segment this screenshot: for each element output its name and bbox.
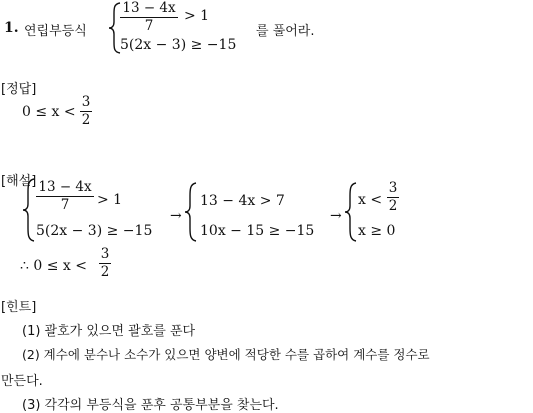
hint-item-3: (3) 각각의 부등식을 푼후 공통부분을 찾는다. <box>22 398 279 413</box>
step1-ineq2: 5(2x − 3) ≥ −15 <box>36 223 153 239</box>
step3-denominator: 2 <box>388 198 398 214</box>
explanation-heading: [해설] <box>1 174 37 189</box>
hint-item-2: (2) 계수에 분수나 소수가 있으면 양변에 적당한 수를 곱하여 계수를 정수로 <box>22 347 430 362</box>
arrow-icon: → <box>170 208 182 224</box>
problem-ineq1-fraction <box>120 1 178 34</box>
therefore-denominator: 2 <box>100 264 110 280</box>
problem-tail: 를 풀어라. <box>256 24 315 39</box>
problem-ineq2: 5(2x − 3) ≥ −15 <box>120 37 237 53</box>
step1-rhs: > 1 <box>97 192 123 208</box>
step2-ineq2: 10x − 15 ≥ −15 <box>200 223 315 239</box>
answer-denominator: 2 <box>81 112 91 128</box>
problem-ineq1-rhs: > 1 <box>184 8 210 24</box>
step1-numerator: 13 − 4x <box>38 179 92 195</box>
answer-numerator: 3 <box>81 94 91 110</box>
step1-fraction <box>36 180 94 213</box>
therefore-numerator: 3 <box>100 246 110 262</box>
problem-intro: 연립부등식 <box>24 24 87 39</box>
problem-ineq1-denominator: 7 <box>144 18 154 34</box>
step3-ineq1: x < <box>358 192 383 208</box>
answer-fraction <box>80 95 92 128</box>
step2-brace <box>184 182 198 242</box>
therefore-fraction <box>99 247 111 280</box>
arrow-icon: → <box>330 208 342 224</box>
step1-denominator: 7 <box>60 197 70 213</box>
step3-numerator: 3 <box>388 180 398 196</box>
answer-heading: [정답] <box>1 82 37 97</box>
problem-number: 1. <box>4 20 19 36</box>
answer-expression: 0 ≤ x < <box>22 104 76 120</box>
step3-ineq2: x ≥ 0 <box>358 223 396 239</box>
step2-ineq1: 13 − 4x > 7 <box>200 193 285 209</box>
hint-item-1: (1) 괄호가 있으면 괄호를 푼다 <box>22 324 196 339</box>
step1-brace <box>22 178 36 242</box>
hint-heading: [힌트] <box>1 300 37 315</box>
problem-ineq1-numerator: 13 − 4x <box>122 0 176 16</box>
therefore-expression: ∴ 0 ≤ x < <box>20 258 87 274</box>
hint-item-2-continued: 만든다. <box>1 374 43 389</box>
step3-fraction <box>387 181 399 214</box>
step3-brace <box>344 182 358 242</box>
